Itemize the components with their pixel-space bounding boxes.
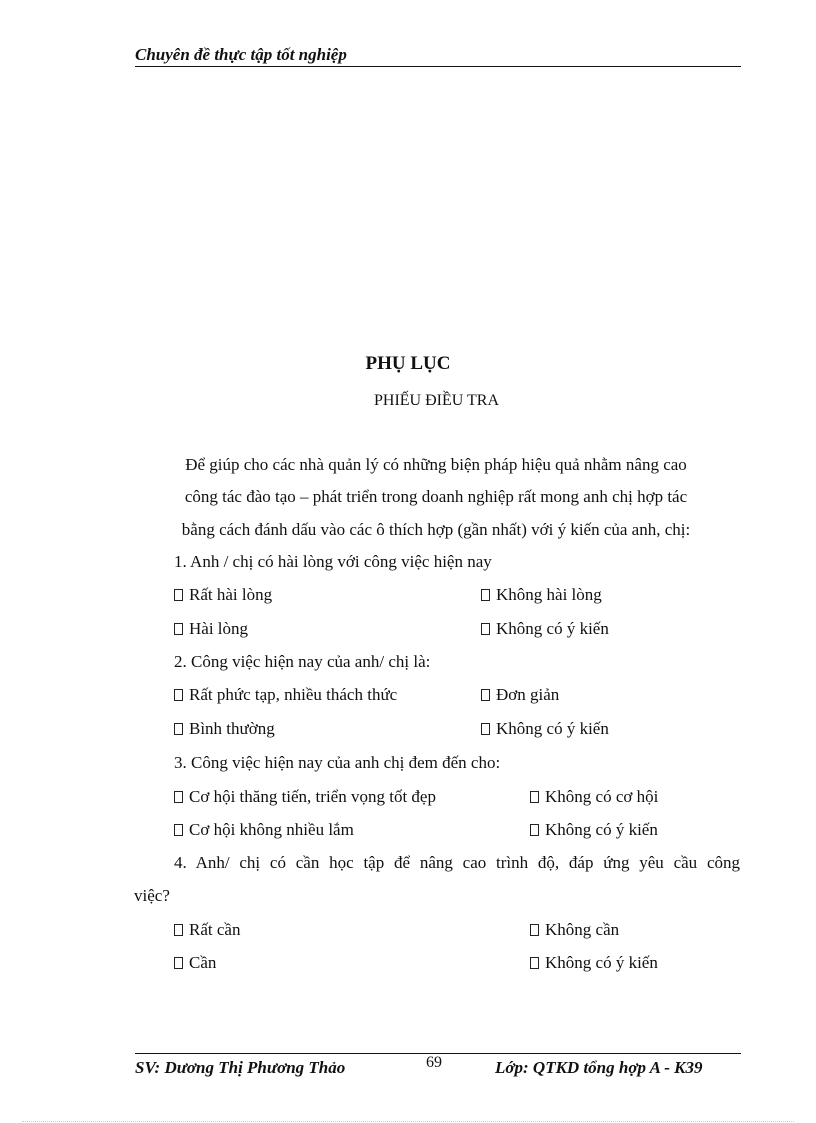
option-label: Cần bbox=[189, 953, 217, 972]
checkbox-icon[interactable] bbox=[174, 791, 183, 803]
checkbox-icon[interactable] bbox=[174, 824, 183, 836]
option-label: Đơn giản bbox=[496, 685, 560, 704]
q2-option-no-opinion[interactable] bbox=[481, 718, 609, 740]
option-label: Rất phức tạp, nhiều thách thức bbox=[189, 685, 398, 704]
q4-option-not-needed[interactable] bbox=[530, 919, 619, 941]
q4-option-very-needed[interactable] bbox=[174, 919, 240, 941]
checkbox-icon[interactable] bbox=[530, 924, 539, 936]
intro-line-1: Để giúp cho các nhà quản lý có những biện pháp hiệu quả nhằm nâng cao bbox=[185, 455, 687, 474]
q1-option-satisfied[interactable] bbox=[174, 618, 248, 640]
checkbox-icon[interactable] bbox=[174, 689, 183, 701]
option-label: Không có cơ hội bbox=[545, 787, 659, 806]
q3-option-few-opportunities[interactable] bbox=[174, 819, 354, 841]
q1-option-no-opinion[interactable] bbox=[481, 618, 609, 640]
checkbox-icon[interactable] bbox=[530, 824, 539, 836]
page-bottom-edge bbox=[22, 1121, 794, 1122]
checkbox-icon[interactable] bbox=[481, 689, 490, 701]
q2-option-normal[interactable] bbox=[174, 718, 275, 740]
appendix-title: PHỤ LỤC bbox=[365, 353, 451, 374]
survey-subtitle: PHIẾU ĐIỀU TRA bbox=[373, 392, 500, 409]
q4-option-no-opinion[interactable] bbox=[530, 952, 658, 974]
q2-option-simple[interactable] bbox=[481, 684, 559, 706]
q4-option-needed[interactable] bbox=[174, 952, 216, 974]
intro-line-2: công tác đào tạo – phát triển trong doanh nghiệp rất mong anh chị hợp tác bbox=[184, 487, 688, 506]
question-2: 2. Công việc hiện nay của anh/ chị là: bbox=[174, 652, 431, 671]
page-header bbox=[135, 44, 741, 67]
q3-option-no-opportunity[interactable] bbox=[530, 786, 658, 808]
option-label: Rất cần bbox=[189, 920, 241, 939]
footer-class: Lớp: QTKD tổng hợp A - K39 bbox=[495, 1058, 703, 1077]
checkbox-icon[interactable] bbox=[481, 723, 490, 735]
header-title: Chuyên đề thực tập tốt nghiệp bbox=[135, 45, 347, 64]
q2-option-complex[interactable] bbox=[174, 684, 397, 706]
option-label: Cơ hội thăng tiến, triển vọng tốt đẹp bbox=[189, 787, 436, 806]
option-label: Không hài lòng bbox=[496, 585, 602, 604]
question-1: 1. Anh / chị có hài lòng với công việc hiện nay bbox=[174, 552, 492, 571]
option-label: Không cần bbox=[545, 920, 620, 939]
checkbox-icon[interactable] bbox=[174, 623, 183, 635]
checkbox-icon[interactable] bbox=[174, 723, 183, 735]
option-label: Không có ý kiến bbox=[496, 719, 609, 738]
option-label: Rất hài lòng bbox=[189, 585, 273, 604]
checkbox-icon[interactable] bbox=[481, 589, 490, 601]
checkbox-icon[interactable] bbox=[530, 957, 539, 969]
q3-option-promotion[interactable] bbox=[174, 786, 436, 808]
option-label: Không có ý kiến bbox=[545, 820, 658, 839]
option-label: Không có ý kiến bbox=[545, 953, 658, 972]
checkbox-icon[interactable] bbox=[481, 623, 490, 635]
footer-student: SV: Dương Thị Phương Thảo bbox=[135, 1058, 346, 1077]
checkbox-icon[interactable] bbox=[174, 957, 183, 969]
question-4-continuation: việc? bbox=[134, 886, 170, 905]
q1-option-very-satisfied[interactable] bbox=[174, 584, 272, 606]
question-4: 4. Anh/ chị có cần học tập để nâng cao trình độ, đáp ứng yêu cầu công bbox=[174, 853, 740, 872]
checkbox-icon[interactable] bbox=[174, 924, 183, 936]
option-label: Bình thường bbox=[189, 719, 275, 738]
page-number: 69 bbox=[426, 1054, 442, 1071]
option-label: Cơ hội không nhiều lắm bbox=[189, 820, 354, 839]
intro-line-3: bằng cách đánh dấu vào các ô thích hợp (gần nhất) với ý kiến của anh, chị: bbox=[181, 520, 691, 539]
option-label: Hài lòng bbox=[189, 619, 249, 638]
q3-option-no-opinion[interactable] bbox=[530, 819, 658, 841]
checkbox-icon[interactable] bbox=[530, 791, 539, 803]
option-label: Không có ý kiến bbox=[496, 619, 609, 638]
q1-option-not-satisfied[interactable] bbox=[481, 584, 602, 606]
checkbox-icon[interactable] bbox=[174, 589, 183, 601]
question-3: 3. Công việc hiện nay của anh chị đem đến cho: bbox=[174, 753, 501, 772]
